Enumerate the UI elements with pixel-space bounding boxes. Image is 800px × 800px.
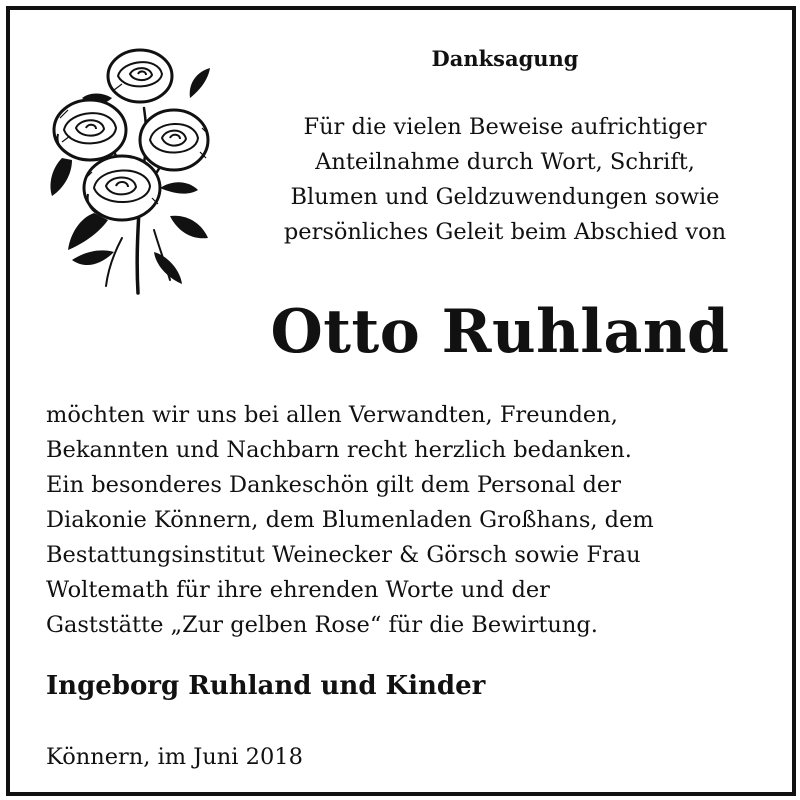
- body-line: möchten wir uns bei allen Verwandten, Freunden,: [46, 402, 618, 428]
- roses-illustration-icon: [42, 38, 212, 296]
- intro-line: persönliches Geleit beim Abschied von: [283, 219, 727, 245]
- body-line: Bestattungsinstitut Weinecker & Görsch sowie Frau: [46, 542, 641, 568]
- body-line: Bekannten und Nachbarn recht herzlich bedanken.: [46, 437, 632, 463]
- body-line: Woltemath für ihre ehrenden Worte und der: [46, 577, 550, 603]
- body-line: Diakonie Könnern, dem Blumenladen Großhans, dem: [46, 507, 654, 533]
- signature: Ingeborg Ruhland und Kinder: [46, 671, 486, 701]
- body-line: Gaststätte „Zur gelben Rose“ für die Bewirtung.: [46, 612, 598, 638]
- body-line: Ein besonderes Dankeschön gilt dem Personal der: [46, 472, 621, 498]
- notice-heading: Danksagung: [431, 46, 579, 71]
- deceased-name: Otto Ruhland: [270, 297, 730, 367]
- place-date: Könnern, im Juni 2018: [46, 744, 303, 770]
- intro-text: [225, 110, 785, 250]
- intro-line: Anteilnahme durch Wort, Schrift,: [315, 149, 695, 175]
- obituary-notice: [6, 6, 796, 796]
- intro-line: Für die vielen Beweise aufrichtiger: [303, 114, 707, 140]
- intro-line: Blumen und Geldzuwendungen sowie: [290, 184, 720, 210]
- thanks-body: [46, 398, 786, 643]
